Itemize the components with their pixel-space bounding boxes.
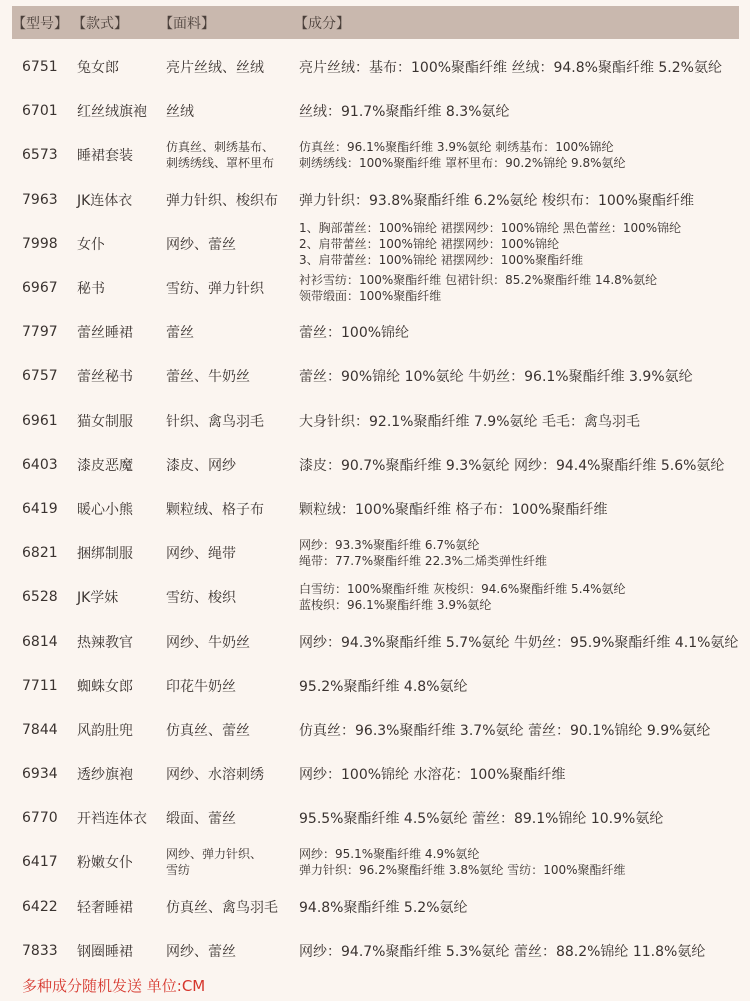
row-model-text: 6422 (22, 898, 58, 915)
row-composition (299, 266, 657, 310)
row-fabric (166, 531, 236, 575)
row-composition-line: 3、肩带蕾丝：100%锦纶 裙摆网纱：100%聚酯纤维 (299, 252, 584, 267)
row-fabric-line: 网纱、牛奶丝 (166, 634, 250, 651)
row-model-text: 7963 (22, 191, 58, 208)
row-fabric (166, 45, 264, 89)
table-row (0, 178, 750, 222)
row-style-text: 轻奢睡裙 (77, 899, 133, 916)
table-row (0, 885, 750, 929)
row-composition (299, 45, 722, 89)
row-model (22, 752, 58, 796)
row-style (77, 399, 133, 443)
table-row (0, 89, 750, 133)
row-composition (299, 840, 626, 884)
row-model (22, 178, 58, 222)
table-row (0, 531, 750, 575)
row-fabric (166, 354, 250, 398)
row-model (22, 310, 58, 354)
row-model-text: 6821 (22, 545, 58, 562)
row-style-text: JK连体衣 (77, 192, 133, 209)
row-fabric-line: 刺绣绣线、罩杯里布 (166, 156, 275, 171)
table-row (0, 929, 750, 973)
row-model-text: 6961 (22, 412, 58, 429)
row-composition-line: 1、胸部蕾丝：100%锦纶 裙摆网纱：100%锦纶 黑色蕾丝：100%锦纶 (299, 220, 682, 235)
row-composition (299, 708, 710, 752)
table-row (0, 399, 750, 443)
row-style (77, 619, 133, 663)
row-fabric (166, 796, 236, 840)
row-style (77, 708, 133, 752)
row-composition-line: 2、肩带蕾丝：100%锦纶 裙摆网纱：100%锦纶 (299, 236, 560, 251)
row-fabric (166, 310, 194, 354)
row-style (77, 664, 133, 708)
row-style-text: 漆皮恶魔 (77, 457, 133, 474)
row-style-text: 蜘蛛女郎 (77, 678, 133, 695)
row-model (22, 399, 58, 443)
row-style (77, 575, 118, 619)
row-style-text: 开裆连体衣 (77, 811, 147, 828)
row-model-text: 6814 (22, 633, 58, 650)
table-row (0, 266, 750, 310)
row-style (77, 266, 105, 310)
row-fabric (166, 885, 278, 929)
row-fabric-line: 网纱、水溶刺绣 (166, 767, 264, 784)
row-model-text: 6751 (22, 59, 58, 76)
row-fabric (166, 443, 236, 487)
row-model (22, 354, 58, 398)
row-composition (299, 354, 693, 398)
row-fabric-line: 漆皮、网纱 (166, 457, 236, 474)
row-style-text: 粉嫩女仆 (77, 855, 133, 872)
row-model (22, 222, 58, 266)
row-composition-line: 大身针织：92.1%聚酯纤维 7.9%氨纶 毛毛：禽鸟羽毛 (299, 413, 640, 430)
table-row (0, 664, 750, 708)
row-model-text: 6770 (22, 810, 58, 827)
row-style-text: 红丝绒旗袍 (77, 104, 147, 121)
row-fabric-line: 网纱、绳带 (166, 546, 236, 563)
row-fabric-line: 蕾丝 (166, 325, 194, 342)
row-composition (299, 310, 409, 354)
table-row (0, 752, 750, 796)
row-style-text: 暖心小熊 (77, 501, 133, 518)
row-style (77, 752, 133, 796)
row-model-text: 6701 (22, 103, 58, 120)
row-composition (299, 885, 468, 929)
row-fabric (166, 752, 264, 796)
table-row (0, 619, 750, 663)
row-composition-line: 仿真丝：96.1%聚酯纤维 3.9%氨纶 刺绣基布：100%锦纶 (299, 140, 614, 155)
row-model-text: 7998 (22, 235, 58, 252)
table-row (0, 133, 750, 177)
row-fabric-line: 印花牛奶丝 (166, 678, 236, 695)
row-style (77, 45, 119, 89)
row-composition (299, 929, 705, 973)
row-style-text: 睡裙套装 (77, 148, 133, 165)
row-fabric-line: 仿真丝、禽鸟羽毛 (166, 899, 278, 916)
row-fabric-line: 雪纺、梭织 (166, 590, 236, 607)
row-fabric-line: 颗粒绒、格子布 (166, 501, 264, 518)
row-style-text: 透纱旗袍 (77, 767, 133, 784)
row-style-text: JK学妹 (77, 590, 119, 607)
table-header (12, 6, 739, 39)
row-fabric-line: 网纱、蕾丝 (166, 236, 236, 253)
row-fabric (166, 708, 250, 752)
row-model (22, 133, 58, 177)
header-style: 【款式】 (72, 15, 128, 32)
row-style (77, 885, 133, 929)
row-composition (299, 619, 738, 663)
table-row (0, 487, 750, 531)
row-composition (299, 752, 566, 796)
row-model-text: 7833 (22, 942, 58, 959)
row-fabric (166, 133, 274, 177)
row-model (22, 664, 58, 708)
row-model (22, 575, 58, 619)
row-style (77, 178, 132, 222)
row-composition-line: 衬衫雪纺：100%聚酯纤维 包裙针织：85.2%聚酯纤维 14.8%氨纶 (299, 273, 658, 288)
row-model-text: 6757 (22, 368, 58, 385)
row-model (22, 885, 58, 929)
row-composition-line: 网纱：94.3%聚酯纤维 5.7%氨纶 牛奶丝：95.9%聚酯纤维 4.1%氨纶 (299, 634, 739, 651)
row-composition-line: 网纱：95.1%聚酯纤维 4.9%氨纶 (299, 847, 480, 862)
row-model (22, 266, 58, 310)
row-fabric (166, 89, 194, 133)
table-row (0, 443, 750, 487)
row-composition-line: 蕾丝：100%锦纶 (299, 325, 410, 342)
row-model-text: 7797 (22, 324, 58, 341)
row-composition (299, 133, 626, 177)
row-composition-line: 网纱：100%锦纶 水溶花：100%聚酯纤维 (299, 767, 566, 784)
row-style (77, 929, 133, 973)
row-style-text: 钢圈睡裙 (77, 943, 133, 960)
row-fabric-line: 仿真丝、刺绣基布、 (166, 140, 275, 155)
row-composition-line: 弹力针织：96.2%聚酯纤维 3.8%氨纶 雪纺：100%聚酯纤维 (299, 863, 626, 878)
row-model-text: 7711 (22, 677, 58, 694)
header-composition: 【成分】 (294, 15, 350, 32)
row-model (22, 89, 58, 133)
row-style (77, 354, 133, 398)
row-composition (299, 178, 694, 222)
row-composition (299, 487, 608, 531)
row-fabric-line: 丝绒 (166, 104, 194, 121)
row-composition-line: 网纱：93.3%聚酯纤维 6.7%氨纶 (299, 538, 480, 553)
row-composition-line: 白雪纺：100%聚酯纤维 灰梭织：94.6%聚酯纤维 5.4%氨纶 (299, 582, 626, 597)
header-model: 【型号】 (12, 15, 68, 32)
row-style-text: 秘书 (77, 281, 105, 298)
row-composition-line: 绳带：77.7%聚酯纤维 22.3%二烯类弹性纤维 (299, 554, 548, 569)
row-style-text: 猫女制服 (77, 413, 133, 430)
row-style (77, 133, 133, 177)
header-fabric: 【面料】 (159, 15, 215, 32)
row-style (77, 487, 133, 531)
row-style-text: 女仆 (77, 236, 105, 253)
row-fabric (166, 664, 236, 708)
table-row (0, 708, 750, 752)
table-row (0, 840, 750, 884)
row-model (22, 45, 58, 89)
row-composition (299, 796, 663, 840)
row-style-text: 蕾丝睡裙 (77, 325, 133, 342)
row-style (77, 222, 105, 266)
row-fabric-line: 弹力针织、梭织布 (166, 192, 278, 209)
row-composition (299, 222, 681, 266)
row-fabric-line: 亮片丝绒、丝绒 (166, 60, 264, 77)
row-composition-line: 95.2%聚酯纤维 4.8%氨纶 (299, 678, 468, 695)
row-style (77, 310, 133, 354)
row-fabric (166, 266, 264, 310)
row-fabric-line: 雪纺、弹力针织 (166, 281, 264, 298)
row-model-text: 6934 (22, 766, 58, 783)
row-fabric (166, 575, 236, 619)
row-fabric-line: 蕾丝、牛奶丝 (166, 369, 250, 386)
row-model (22, 929, 58, 973)
row-composition (299, 443, 724, 487)
row-composition-line: 蕾丝：90%锦纶 10%氨纶 牛奶丝：96.1%聚酯纤维 3.9%氨纶 (299, 369, 693, 386)
row-composition-line: 漆皮：90.7%聚酯纤维 9.3%氨纶 网纱：94.4%聚酯纤维 5.6%氨纶 (299, 457, 725, 474)
row-composition-line: 颗粒绒：100%聚酯纤维 格子布：100%聚酯纤维 (299, 501, 608, 518)
table-body (0, 45, 750, 973)
row-composition-line: 丝绒：91.7%聚酯纤维 8.3%氨纶 (299, 104, 510, 121)
row-style (77, 796, 147, 840)
row-fabric-line: 网纱、弹力针织、 (166, 847, 263, 862)
row-style (77, 840, 133, 884)
row-composition-line: 蓝梭织：96.1%聚酯纤维 3.9%氨纶 (299, 598, 492, 613)
row-style-text: 蕾丝秘书 (77, 369, 133, 386)
row-style-text: 兔女郎 (77, 60, 119, 77)
row-composition-line: 领带缎面：100%聚酯纤维 (299, 289, 442, 304)
row-composition-line: 仿真丝：96.3%聚酯纤维 3.7%氨纶 蕾丝：90.1%锦纶 9.9%氨纶 (299, 722, 711, 739)
row-model (22, 840, 58, 884)
row-fabric (166, 840, 262, 884)
row-fabric (166, 619, 250, 663)
row-composition-line: 95.5%聚酯纤维 4.5%氨纶 蕾丝：89.1%锦纶 10.9%氨纶 (299, 811, 664, 828)
row-model-text: 6967 (22, 280, 58, 297)
row-fabric-line: 缎面、蕾丝 (166, 811, 236, 828)
row-style (77, 443, 133, 487)
row-composition-line: 网纱：94.7%聚酯纤维 5.3%氨纶 蕾丝：88.2%锦纶 11.8%氨纶 (299, 943, 706, 960)
table-row (0, 575, 750, 619)
row-composition (299, 531, 547, 575)
row-model-text: 6417 (22, 854, 58, 871)
table-row (0, 354, 750, 398)
row-model (22, 796, 58, 840)
row-style-text: 风韵肚兜 (77, 722, 133, 739)
row-model-text: 6403 (22, 456, 58, 473)
row-fabric-line: 网纱、蕾丝 (166, 943, 236, 960)
row-composition (299, 399, 640, 443)
row-model (22, 531, 58, 575)
row-model-text: 6573 (22, 147, 58, 164)
row-fabric (166, 929, 236, 973)
row-model (22, 708, 58, 752)
row-composition (299, 575, 626, 619)
row-style (77, 89, 147, 133)
row-style-text: 热辣教官 (77, 634, 133, 651)
row-composition-line: 弹力针织：93.8%聚酯纤维 6.2%氨纶 梭织布：100%聚酯纤维 (299, 192, 694, 209)
table-row (0, 796, 750, 840)
row-style (77, 531, 133, 575)
table-row (0, 222, 750, 266)
row-style-text: 捆绑制服 (77, 546, 133, 563)
footer-note: 多种成分随机发送 单位:CM (22, 977, 206, 995)
row-fabric-line: 针织、禽鸟羽毛 (166, 413, 264, 430)
row-composition-line: 亮片丝绒：基布：100%聚酯纤维 丝绒：94.8%聚酯纤维 5.2%氨纶 (299, 60, 722, 77)
table-row (0, 45, 750, 89)
row-model-text: 7844 (22, 721, 58, 738)
row-model-text: 6419 (22, 500, 58, 517)
row-fabric-line: 仿真丝、蕾丝 (166, 722, 250, 739)
row-composition (299, 89, 510, 133)
row-fabric (166, 222, 236, 266)
row-fabric (166, 399, 264, 443)
row-composition-line: 刺绣绣线：100%聚酯纤维 罩杯里布：90.2%锦纶 9.8%氨纶 (299, 156, 626, 171)
row-fabric (166, 487, 264, 531)
row-fabric-line: 雪纺 (166, 863, 191, 878)
row-model (22, 487, 58, 531)
row-composition (299, 664, 468, 708)
row-model-text: 6528 (22, 589, 58, 606)
row-model (22, 443, 58, 487)
row-composition-line: 94.8%聚酯纤维 5.2%氨纶 (299, 899, 468, 916)
row-fabric (166, 178, 278, 222)
row-model (22, 619, 58, 663)
table-row (0, 310, 750, 354)
